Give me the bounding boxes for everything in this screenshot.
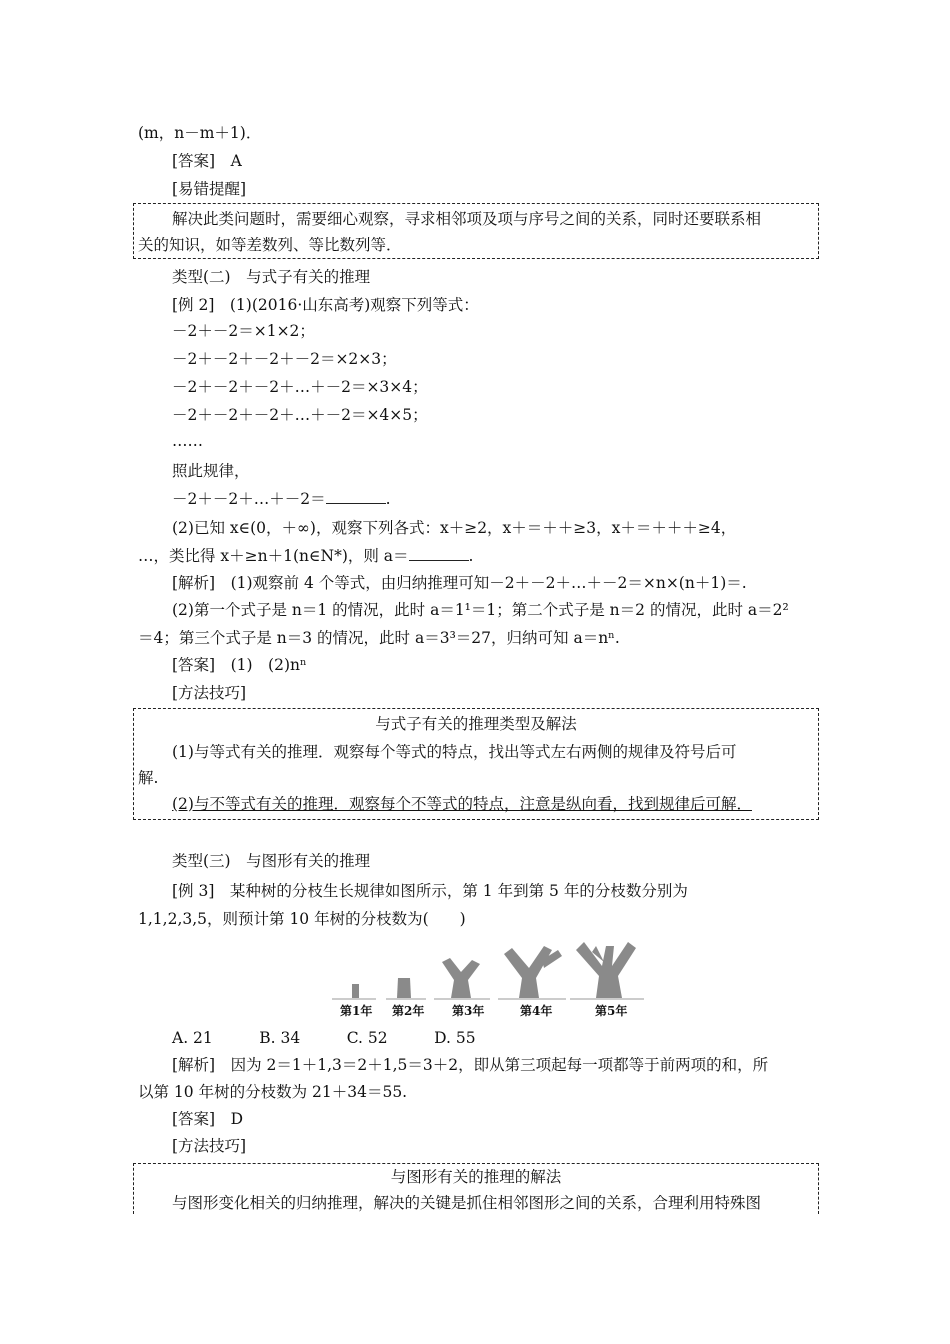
period: . xyxy=(385,490,391,508)
tree-shapes xyxy=(352,942,636,998)
analysis-text: [解析] (1)观察前 4 个等式，由归纳推理可知－2＋－2＋…＋－2＝×n×(n＋1)＝. xyxy=(172,574,747,592)
method-title: 与图形有关的推理的解法 xyxy=(390,1168,562,1186)
analysis-text: (2)第一个式子是 n＝1 的情况，此时 a＝1¹＝1；第二个式子是 n＝2 的情况，此时 a＝2² xyxy=(172,601,789,619)
method-text: (1)与等式有关的推理．观察每个等式的特点，找出等式左右两侧的规律及符号后可 xyxy=(172,743,737,761)
tree-year-1 xyxy=(352,984,359,998)
figure-label: 第5年 xyxy=(595,1004,628,1018)
equation: －2＋－2＋－2＋…＋－2＝×3×4； xyxy=(172,378,428,396)
tree-year-3 xyxy=(442,958,480,998)
section-label: [方法技巧] xyxy=(172,1137,247,1155)
answer-label: [答案] D xyxy=(172,1110,244,1128)
tip-text: 关的知识，如等差数列、等比数列等． xyxy=(138,236,402,254)
text-line: (m，n－m＋1)． xyxy=(138,124,262,142)
section-heading: 类型(二) 与式子有关的推理 xyxy=(172,268,371,286)
answer-choices: A. 21 B. 34 C. 52 D. 55 xyxy=(172,1029,476,1047)
question-text-part: …，类比得 x＋≥n＋1(n∈N*)，则 a＝ xyxy=(138,547,409,565)
equation xyxy=(172,488,391,510)
method-text: 与图形变化相关的归纳推理，解决的关键是抓住相邻图形之间的关系，合理利用特殊图 xyxy=(172,1194,762,1212)
question-text xyxy=(138,545,473,567)
analysis-text: 以第 10 年树的分枝数为 21＋34＝55. xyxy=(138,1083,408,1101)
tip-box xyxy=(133,203,819,259)
equation: －2＋－2＋－2＋－2＝×2×3； xyxy=(172,350,397,368)
example-text: [例 2] (1)(2016·山东高考)观察下列等式： xyxy=(172,296,479,314)
analysis-text: [解析] 因为 2＝1＋1,3＝2＋1,5＝3＋2，即从第三项起每一项都等于前两项的和，所 xyxy=(172,1056,769,1074)
section-label: [方法技巧] xyxy=(172,684,247,702)
equation-text: －2＋－2＋…＋－2＝ xyxy=(172,490,326,508)
method-box xyxy=(133,1163,819,1214)
figure-label: 第2年 xyxy=(392,1004,425,1018)
tree-year-4 xyxy=(504,946,562,998)
answer-label: [答案] A xyxy=(172,152,242,170)
tip-text: 解决此类问题时，需要细心观察，寻求相邻项及项与序号之间的关系，同时还要联系相 xyxy=(172,210,762,228)
example-text: 1,1,2,3,5，则预计第 10 年树的分枝数为( ) xyxy=(138,910,466,928)
period: . xyxy=(468,547,474,565)
analysis-text: ＝4；第三个式子是 n＝3 的情况，此时 a＝3³＝27，归纳可知 a＝nⁿ. xyxy=(138,629,620,647)
question-text: (2)已知 x∈(0，＋∞)，观察下列各式：x＋≥2，x＋＝＋＋≥3，x＋＝＋＋＋≥4， xyxy=(172,519,737,537)
text-line: 照此规律， xyxy=(172,462,250,480)
section-label: [易错提醒] xyxy=(172,180,247,198)
blank xyxy=(326,489,386,504)
equation: －2＋－2＝×1×2； xyxy=(172,322,315,340)
figure-label: 第3年 xyxy=(452,1004,485,1018)
method-text: 解. xyxy=(138,769,159,787)
blank xyxy=(409,546,469,561)
answer-label: [答案] (1) (2)nⁿ xyxy=(172,656,307,674)
section-heading: 类型(三) 与图形有关的推理 xyxy=(172,852,371,870)
example-text: [例 3] 某种树的分枝生长规律如图所示，第 1 年到第 5 年的分枝数分别为 xyxy=(172,882,688,900)
equation: －2＋－2＋－2＋…＋－2＝×4×5； xyxy=(172,406,428,424)
ellipsis: …… xyxy=(172,432,203,450)
tree-year-5 xyxy=(576,942,636,998)
method-box xyxy=(133,708,819,820)
method-text: (2)与不等式有关的推理．观察每个不等式的特点，注意是纵向看，找到规律后可解． xyxy=(172,795,752,813)
figure-label: 第1年 xyxy=(340,1004,373,1018)
figure-label: 第4年 xyxy=(520,1004,553,1018)
tree-year-2 xyxy=(397,978,411,998)
method-title: 与式子有关的推理类型及解法 xyxy=(375,715,577,733)
